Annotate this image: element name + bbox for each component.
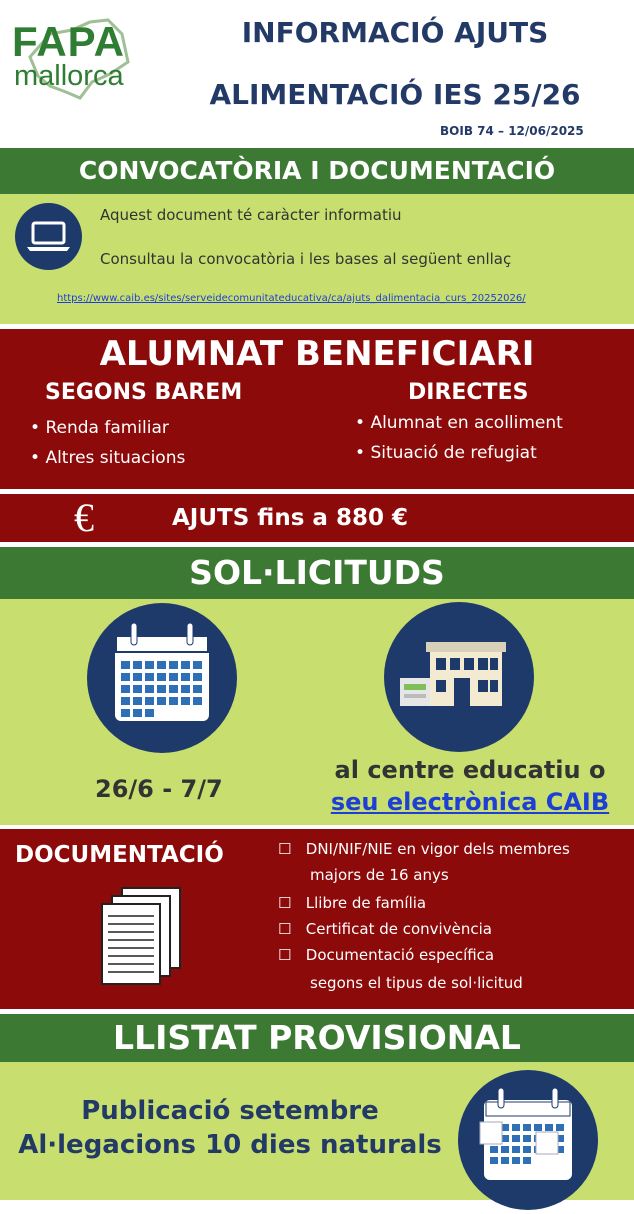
calendar-icon-2	[458, 1070, 598, 1210]
consult-line: Consultau la convocatòria i les bases al següent enllaç	[100, 250, 512, 268]
doc-item-3: ☐ Certificat de convivència	[278, 920, 492, 938]
header	[0, 0, 634, 148]
doc-item-4-cont: segons el tipus de sol·licitud	[310, 974, 523, 992]
llistat-title: LLISTAT PROVISIONAL	[0, 1014, 634, 1062]
directes-item-2: • Situació de refugiat	[355, 443, 537, 463]
boib-reference: BOIB 74 – 12/06/2025	[440, 124, 584, 138]
llistat-allegacions: Al·legacions 10 dies naturals	[18, 1130, 442, 1160]
school-building-icon	[384, 602, 534, 752]
doc-item-1: ☐ DNI/NIF/NIE en vigor dels membres	[278, 840, 570, 858]
llistat-publicacio: Publicació setembre	[81, 1096, 379, 1126]
logo-mallorca: mallorca	[14, 60, 124, 92]
title-line1: INFORMACIÓ AJUTS	[241, 16, 549, 49]
doc-item-2: ☐ Llibre de família	[278, 894, 427, 912]
directes-item-1: • Alumnat en acolliment	[355, 413, 563, 433]
documents-icon	[96, 880, 186, 990]
documentacio-title: DOCUMENTACIÓ	[15, 842, 224, 868]
convocatoria-title: CONVOCATÒRIA I DOCUMENTACIÓ	[0, 148, 634, 194]
directes-title: DIRECTES	[408, 380, 529, 405]
solicituds-place: al centre educatiu o	[334, 756, 606, 784]
title-line2: ALIMENTACIÓ IES 25/26	[209, 78, 581, 111]
barem-item-2: • Altres situacions	[30, 448, 186, 468]
seu-electronica-link[interactable]: seu electrònica CAIB	[330, 788, 610, 816]
convocatoria-link[interactable]: https://www.caib.es/sites/serveidecomunitateducativa/ca/ajuts_dalimentacia_curs_20252026/	[57, 293, 526, 304]
solicituds-dates: 26/6 - 7/7	[95, 775, 223, 803]
barem-title: SEGONS BAREM	[45, 380, 243, 405]
doc-item-4: ☐ Documentació específica	[278, 946, 495, 964]
euro-icon: €	[74, 495, 94, 540]
solicituds-title: SOL·LICITUDS	[0, 547, 634, 599]
doc-item-1-cont: majors de 16 anys	[310, 866, 449, 884]
laptop-icon	[15, 203, 82, 270]
ajuts-amount: AJUTS fins a 880 €	[172, 505, 408, 531]
calendar-icon	[87, 603, 237, 753]
beneficiari-title: ALUMNAT BENEFICIARI	[99, 334, 535, 374]
info-line: Aquest document té caràcter informatiu	[100, 206, 402, 224]
logo-fapa: FAPA	[12, 18, 125, 65]
barem-item-1: • Renda familiar	[30, 418, 169, 438]
